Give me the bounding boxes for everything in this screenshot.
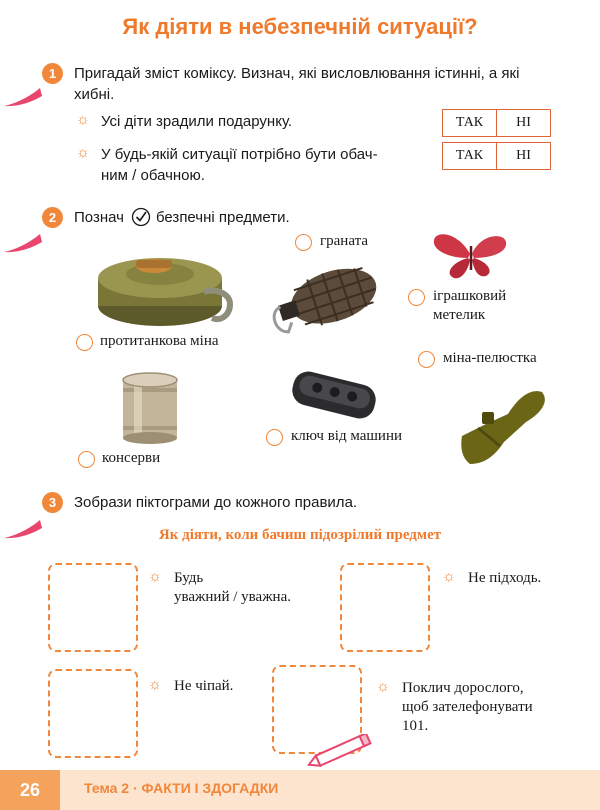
rule-dont-approach: Не підходь. [468,570,542,586]
pencil-icon [304,734,378,768]
drawing-box-dont-touch[interactable] [48,669,138,758]
true-false-choice-1[interactable] [442,109,551,137]
antitank-mine-image [92,244,242,330]
label-petal: міна-пелюстка [443,350,537,366]
sun-bullet-icon: ☼ [76,144,90,161]
petal-mine-image [456,384,552,474]
sun-bullet-icon: ☼ [76,111,90,128]
rule-attentive: Будь [174,570,204,586]
sun-bullet-icon: ☼ [376,678,390,695]
car-key-image [288,366,380,424]
sun-bullet-icon: ☼ [148,676,162,693]
label-butterfly-cont: метелик [433,307,486,323]
footer-topic: Тема 2 · ФАКТИ І ЗДОГАДКИ [84,780,279,796]
rules-subtitle: Як діяти, коли бачиш підозрілий предмет [158,527,442,543]
statement-2: У будь-якій ситуації потрібно бути обач- [101,146,378,163]
rule-call-adult: Поклич дорослого, [402,680,524,696]
task-number-2: 2 [42,207,63,228]
pointer-arrow-icon [2,230,46,256]
drawing-box-dont-approach[interactable] [340,563,430,652]
checkbox-circle-mine[interactable] [76,334,93,351]
statement-2-cont: ним / обачною. [101,167,205,184]
false-option[interactable]: НІ [496,110,550,136]
label-can: консерви [102,450,161,466]
rule-call-adult-cont: щоб зателефонувати [402,699,533,715]
task-2-text-after: безпечні предмети. [156,209,290,226]
checkbox-circle-petal[interactable] [418,351,435,368]
task-3-text: Зобрази піктограми до кожного правила. [74,494,358,511]
rule-attentive-cont: уважний / уважна. [174,589,291,605]
label-key: ключ від машини [291,428,403,444]
checkbox-circle-grenade[interactable] [295,234,312,251]
task-number-3: 3 [42,492,63,513]
task-1-text-cont: хибні. [74,86,115,103]
sun-bullet-icon: ☼ [148,568,162,585]
checkbox-circle-key[interactable] [266,429,283,446]
task-number-1: 1 [42,63,63,84]
label-mine: протитанкова міна [100,333,219,349]
can-image [120,370,180,446]
page-title: Як діяти в небезпечній ситуації? [122,14,478,39]
checkbox-circle-butterfly[interactable] [408,289,425,306]
task-2-text-before: Познач [74,209,124,226]
drawing-box-attentive[interactable] [48,563,138,652]
label-grenade: граната [320,233,369,249]
true-option[interactable]: ТАК [455,148,484,163]
true-option[interactable]: ТАК [455,115,484,130]
true-false-choice-2[interactable] [442,142,551,170]
page-number: 26 [0,770,60,810]
grenade-image [268,262,380,334]
statement-1: Усі діти зрадили подарунку. [101,113,293,130]
sun-bullet-icon: ☼ [442,568,456,585]
checkbox-circle-can[interactable] [78,451,95,468]
butterfly-image [430,228,512,282]
rule-dont-touch: Не чіпай. [174,678,234,694]
rule-call-adult-cont2: 101. [402,718,429,734]
pointer-arrow-icon [2,84,46,110]
check-circle-icon [131,207,151,227]
label-butterfly: іграшковий [433,288,507,304]
false-option[interactable]: НІ [496,143,550,169]
task-1-text: Пригадай зміст коміксу. Визнач, які висловлювання істинні, а які [74,65,520,82]
